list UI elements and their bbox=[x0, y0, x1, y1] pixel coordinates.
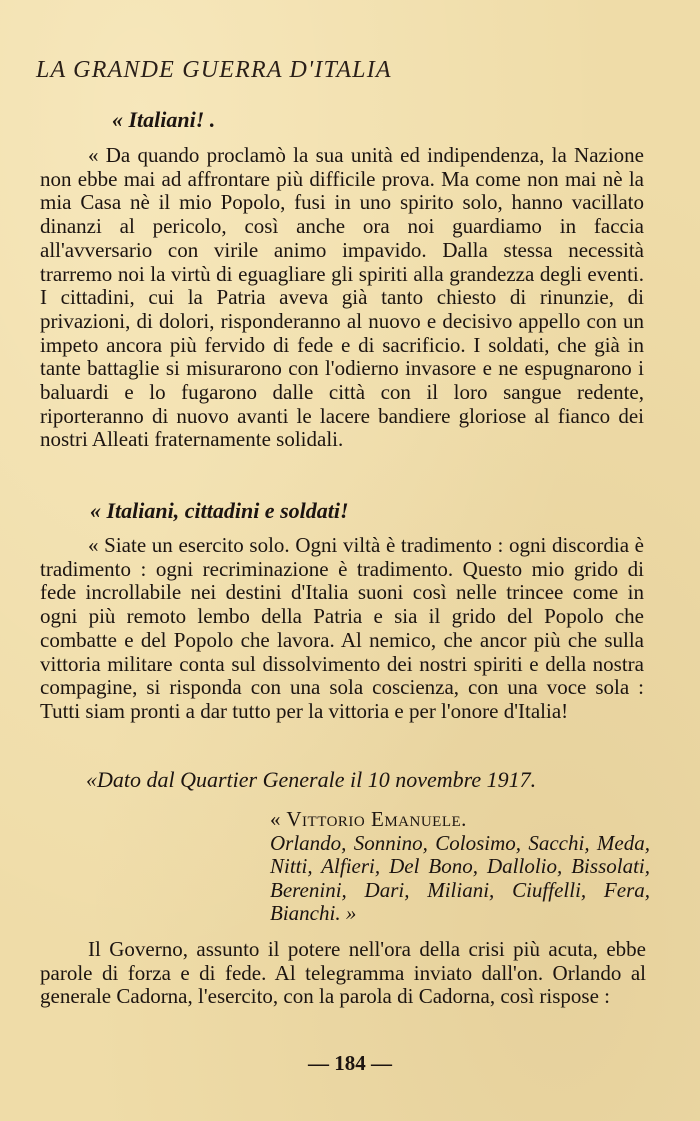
proclamation-paragraph-1: « Da quando proclamò la sua unità ed indipendenza, la Nazione non ebbe mai ad affrontare più difficile prova. Ma come non mai nè la mia Casa nè il mio Popolo, fusi in uno spirito solo, hanno vacillato dinanzi al pericolo, così anche ora noi guardiamo in faccia all'avversario con virile animo impavido. Dalla stessa necessità trarremo noi la virtù di eguagliare gli spiriti alla grandezza degli eventi. I cittadini, cui la Patria aveva già tanto chiesto di rinunzie, di privazioni, di dolori, risponderanno al nuovo e decisivo appello con un impeto ancora più fervido di fede e di sacrificio. I soldati, che già in tante battaglie si misurarono con l'odierno invasore e ne espugnarono i baluardi e lo fugarono dalle città con il loro sangue redente, riporteranno di nuovo avanti le lacere bandiere gloriose al fianco dei nostri Alleati fraternamente solidali. bbox=[40, 143, 644, 452]
narrative-paragraph: Il Governo, assunto il potere nell'ora della crisi più acuta, ebbe parole di forza e di fede. Al telegramma inviato dall'on. Orlando al generale Cadorna, l'esercito, con la parola di Cadorna, così rispose : bbox=[40, 937, 646, 1009]
greeting-italiani: « Italiani! . bbox=[112, 107, 216, 132]
dateline: «Dato dal Quartier Generale il 10 novembre 1917. bbox=[86, 767, 537, 792]
proclamation-paragraph-2: « Siate un esercito solo. Ogni viltà è tradimento : ogni discordia è tradimento : ogni recriminazione è tradimento. Questo mio grido di fede incrollabile nei destini d'Italia suoni così nelle trincee come in ogni più remoto lembo della Patria e sia il grido del Popolo che combatte e del Popolo che lavora. Al nemico, che ancor più che sulla vittoria militare conta sul dissolvimento dei nostri spiriti e della nostra compagine, si risponda con una sola coscienza, con una voce sola : Tutti siam pronti a dar tutto per la vittoria e per l'onore d'Italia! bbox=[40, 533, 644, 723]
signature-ministers: Orlando, Sonnino, Colosimo, Sacchi, Meda, Nitti, Alfieri, Del Bono, Dallolio, Bissolati, Berenini, Dari, Miliani, Ciuffelli, Fera, Bianchi. » bbox=[270, 830, 650, 925]
page-number: — 184 — bbox=[308, 1051, 392, 1075]
signature-block bbox=[270, 808, 650, 926]
greeting-cittadini-soldati: « Italiani, cittadini e soldati! bbox=[90, 498, 349, 523]
signature-king: « Vittorio Emanuele. bbox=[270, 807, 467, 831]
running-header: LA GRANDE GUERRA D'ITALIA bbox=[36, 57, 392, 83]
